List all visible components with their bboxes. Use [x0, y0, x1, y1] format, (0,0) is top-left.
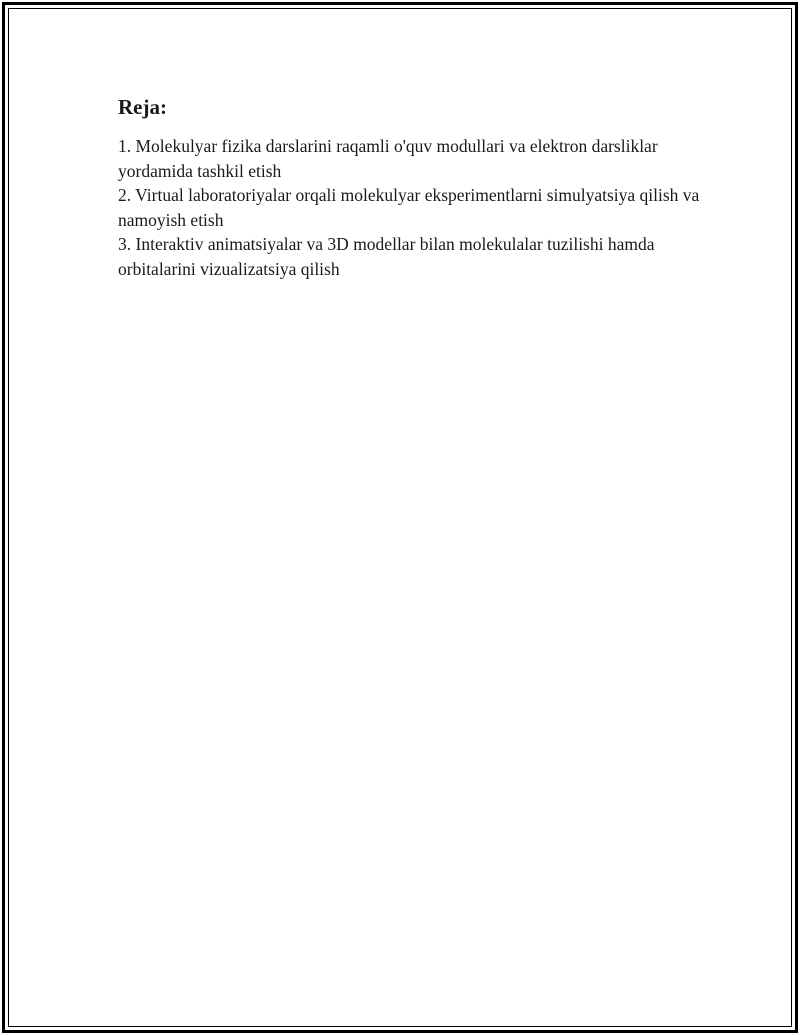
- plan-item-2: 2. Virtual laboratoriyalar orqali molekulyar eksperimentlarni simulyatsiya qilish va namoyish etish: [118, 185, 700, 230]
- plan-item-3: 3. Interaktiv animatsiyalar va 3D modellar bilan molekulalar tuzilishi hamda orbitalarini vizualizatsiya qilish: [118, 234, 655, 279]
- plan-list: [118, 134, 718, 281]
- plan-item-1: 1. Molekulyar fizika darslarini raqamli o'quv modullari va elektron darsliklar yordamida tashkil etish: [118, 136, 658, 181]
- document-content: [118, 94, 718, 281]
- plan-heading: Reja:: [118, 95, 167, 119]
